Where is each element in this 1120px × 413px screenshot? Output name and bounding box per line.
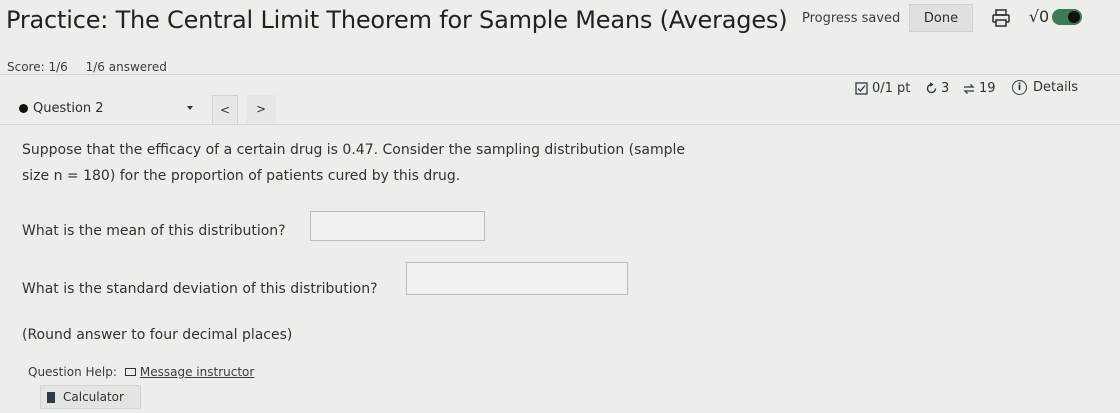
details-button[interactable] <box>1012 80 1078 95</box>
submissions-icon <box>962 82 976 96</box>
retries <box>925 81 949 96</box>
question-help-label: Question Help: <box>28 365 117 379</box>
print-icon[interactable] <box>990 7 1012 29</box>
math-palette-button[interactable]: √0 <box>1028 6 1050 26</box>
info-icon: i <box>1012 80 1027 95</box>
question-help <box>28 365 254 379</box>
sd-answer-input[interactable] <box>406 262 628 295</box>
mean-answer-input[interactable] <box>310 211 485 241</box>
divider <box>0 124 1120 125</box>
page-title: Practice: The Central Limit Theorem for Sample Means (Averages) <box>6 6 788 34</box>
question-select[interactable] <box>30 97 203 119</box>
checkbox-icon <box>855 82 868 95</box>
calculator-button[interactable] <box>40 385 141 409</box>
divider <box>0 74 1120 75</box>
question-text-line1: Suppose that the efficacy of a certain drug is 0.47. Consider the sampling distribution (sample <box>22 142 686 158</box>
mail-icon <box>125 368 136 376</box>
question-select-value: Question 2 <box>33 100 104 116</box>
prev-question-button[interactable]: < <box>212 95 238 125</box>
question-status-dot <box>19 104 28 113</box>
caret-down-icon <box>187 106 193 110</box>
submissions <box>962 81 996 96</box>
rounding-note: (Round answer to four decimal places) <box>22 327 293 343</box>
score-row <box>7 60 181 74</box>
points-value: 0/1 pt <box>872 81 911 96</box>
toggle-switch[interactable] <box>1052 9 1082 25</box>
retries-value: 3 <box>941 81 950 96</box>
retry-icon <box>925 82 938 95</box>
sd-prompt: What is the standard deviation of this distribution? <box>22 281 378 297</box>
submissions-value: 19 <box>979 81 996 96</box>
question-text-line2: size n = 180) for the proportion of patients cured by this drug. <box>22 168 461 184</box>
details-label: Details <box>1033 80 1079 95</box>
progress-status: Progress saved <box>802 11 901 26</box>
mean-prompt: What is the mean of this distribution? <box>22 223 286 239</box>
calculator-icon <box>47 392 55 403</box>
done-button[interactable]: Done <box>909 4 973 32</box>
answered-count: 1/6 answered <box>85 60 167 74</box>
score-label: Score: 1/6 <box>7 60 68 74</box>
message-instructor-link[interactable] <box>125 365 254 379</box>
message-instructor-label: Message instructor <box>139 365 255 379</box>
points <box>855 81 910 96</box>
next-question-button[interactable]: > <box>246 95 276 123</box>
calculator-label: Calculator <box>63 390 124 404</box>
